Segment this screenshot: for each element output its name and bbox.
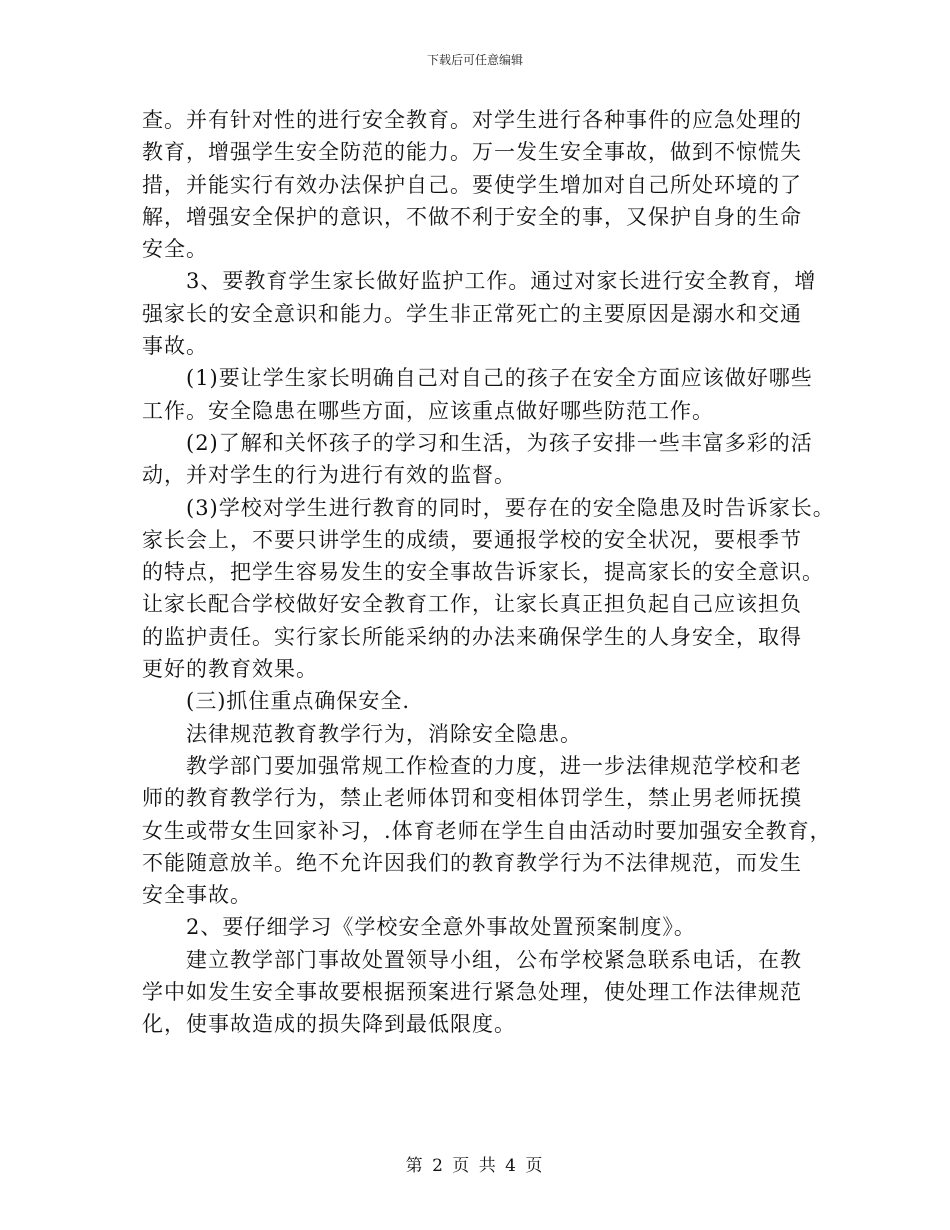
text-line: 安全。 xyxy=(142,237,208,262)
text-line: 的特点，把学生容易发生的安全事故告诉家长，提高家长的安全意识。 xyxy=(142,560,824,585)
text-line: 让家长配合学校做好安全教育工作，让家长真正担负起自己应该担负 xyxy=(142,592,802,617)
text-line: 2、要仔细学习《学校安全意外事故处置预案制度》。 xyxy=(186,915,696,940)
page-number-footer: 第 2 页 共 4 页 xyxy=(405,1156,545,1176)
text-line: 学中如发生安全事故要根据预案进行紧急处理，使处理工作法律规范 xyxy=(142,980,802,1005)
text-line: 解，增强安全保护的意识，不做不利于安全的事，又保护自身的生命 xyxy=(142,204,802,229)
text-line: 家长会上，不要只讲学生的成绩，要通报学校的安全状况，要根季节 xyxy=(142,527,802,552)
text-line: 强家长的安全意识和能力。学生非正常死亡的主要原因是溺水和交通 xyxy=(142,301,802,326)
text-line: 动，并对学生的行为进行有效的监督。 xyxy=(142,463,516,488)
text-line: 3、要教育学生家长做好监护工作。通过对家长进行安全教育，增 xyxy=(186,269,817,294)
text-line: (3)学校对学生进行教育的同时，要存在的安全隐患及时告诉家长。 xyxy=(186,495,835,520)
text-line: 查。并有针对性的进行安全教育。对学生进行各种事件的应急处理的 xyxy=(142,108,802,132)
text-line: 法律规范教育教学行为，消除安全隐患。 xyxy=(186,721,582,746)
text-line: 化，使事故造成的损失降到最低限度。 xyxy=(142,1012,516,1037)
text-line: 措，并能实行有效办法保护自己。要使学生增加对自己所处环境的了 xyxy=(142,172,802,197)
text-line: (三)抓住重点确保安全. xyxy=(186,689,411,714)
text-line: 事故。 xyxy=(142,334,208,359)
text-line: 女生或带女生回家补习，.体育老师在学生自由活动时要加强安全教育， xyxy=(142,818,832,843)
text-line: 教育，增强学生安全防范的能力。万一发生安全事故，做到不惊慌失 xyxy=(142,140,802,165)
text-line: 不能随意放羊。绝不允许因我们的教育教学行为不法律规范，而发生 xyxy=(142,850,802,875)
text-line: 教学部门要加强常规工作检查的力度，进一步法律规范学校和老 xyxy=(186,753,802,778)
text-line: 师的教育教学行为，禁止老师体罚和变相体罚学生，禁止男老师抚摸 xyxy=(142,786,802,811)
text-line: 工作。安全隐患在哪些方面，应该重点做好哪些防范工作。 xyxy=(142,398,714,423)
text-line: (2)了解和关怀孩子的学习和生活，为孩子安排一些丰富多彩的活 xyxy=(186,430,813,455)
text-line: 安全事故。 xyxy=(142,883,252,908)
text-line: (1)要让学生家长明确自己对自己的孩子在安全方面应该做好哪些 xyxy=(186,366,813,391)
text-line: 的监护责任。实行家长所能采纳的办法来确保学生的人身安全，取得 xyxy=(142,624,802,649)
document-body xyxy=(142,104,835,1041)
text-line: 建立教学部门事故处置领导小组，公布学校紧急联系电话，在教 xyxy=(186,947,802,972)
text-line: 更好的教育效果。 xyxy=(142,657,318,682)
page-header-note: 下载后可任意编辑 xyxy=(426,53,523,67)
